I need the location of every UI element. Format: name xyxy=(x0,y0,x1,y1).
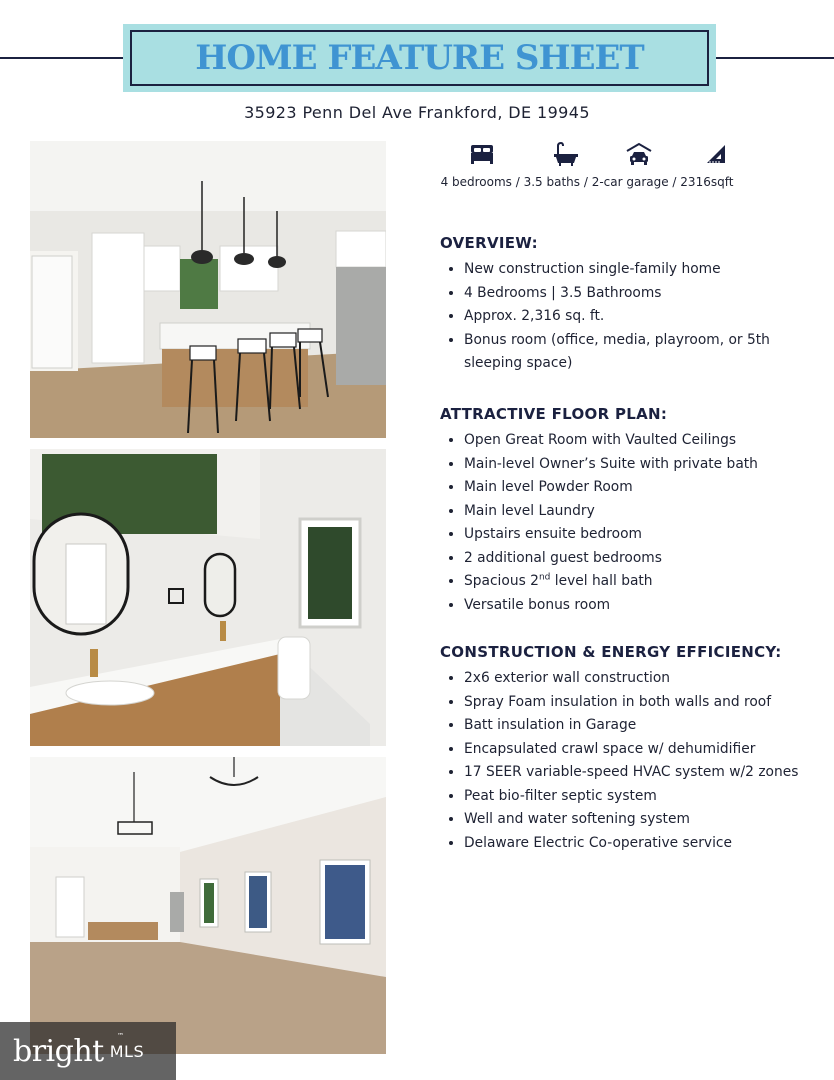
set-square-icon xyxy=(702,140,730,168)
list-item: • Batt insulation in Garage xyxy=(464,714,800,738)
overview-section xyxy=(440,234,800,376)
bathroom-photo xyxy=(30,449,386,746)
page-title: HOME FEATURE SHEET xyxy=(195,38,644,78)
spacious-prefix: Spacious 2 xyxy=(464,573,539,589)
property-stats-summary: 4 bedrooms / 3.5 baths / 2-car garage / 2316sqft xyxy=(440,175,734,189)
property-address: 35923 Penn Del Ave Frankford, DE 19945 xyxy=(244,103,590,122)
list-item: • Open Great Room with Vaulted Ceilings xyxy=(464,429,800,453)
spacious-suffix: level hall bath xyxy=(550,573,653,589)
list-item: • Well and water softening system xyxy=(464,808,800,832)
list-item: • Peat bio-filter septic system xyxy=(464,785,800,809)
list-item: • 17 SEER variable-speed HVAC system w/2 zones xyxy=(464,761,800,785)
list-item: • Spray Foam insulation in both walls and roof xyxy=(464,691,800,715)
construction-heading: CONSTRUCTION & ENERGY EFFICIENCY: xyxy=(440,643,782,661)
overview-list xyxy=(440,258,800,376)
property-stats-icons xyxy=(440,140,760,170)
ordinal-suffix: nd xyxy=(538,572,551,583)
list-item: • Main level Powder Room xyxy=(464,476,800,500)
construction-section xyxy=(440,643,800,855)
list-item: • 4 Bedrooms | 3.5 Bathrooms xyxy=(464,282,800,306)
list-item: • Delaware Electric Co-operative service xyxy=(464,832,800,856)
list-item: • 2x6 exterior wall construction xyxy=(464,667,800,691)
bright-mls-logo xyxy=(0,1022,176,1080)
car-icon xyxy=(625,140,653,168)
bed-icon xyxy=(468,140,496,168)
great-room-photo xyxy=(30,757,386,1054)
overview-heading: OVERVIEW: xyxy=(440,234,538,252)
list-item: • Approx. 2,316 sq. ft. xyxy=(464,305,800,329)
list-item: • Bonus room (office, media, playroom, or 5th sleeping space) xyxy=(464,329,800,376)
floor-plan-section xyxy=(440,405,800,617)
list-item: • Upstairs ensuite bedroom xyxy=(464,523,800,547)
bathtub-icon xyxy=(552,140,580,168)
header-rule-right xyxy=(716,57,834,59)
list-item xyxy=(464,570,800,594)
header-rule-left xyxy=(0,57,124,59)
list-item: • Encapsulated crawl space w/ dehumidifier xyxy=(464,738,800,762)
list-item: • Versatile bonus room xyxy=(464,594,800,618)
list-item: • Main level Laundry xyxy=(464,500,800,524)
kitchen-photo xyxy=(30,141,386,438)
logo-word: bright xyxy=(13,1033,104,1069)
construction-list xyxy=(440,667,800,855)
logo-trademark: ™ xyxy=(117,1032,124,1040)
logo-mls: MLS xyxy=(109,1041,145,1061)
title-banner xyxy=(123,24,716,92)
list-item: • New construction single-family home xyxy=(464,258,800,282)
floor-plan-list xyxy=(440,429,800,617)
list-item: • Main-level Owner’s Suite with private bath xyxy=(464,453,800,477)
floor-plan-heading: ATTRACTIVE FLOOR PLAN: xyxy=(440,405,668,423)
list-item: • 2 additional guest bedrooms xyxy=(464,547,800,571)
title-frame xyxy=(130,30,709,86)
